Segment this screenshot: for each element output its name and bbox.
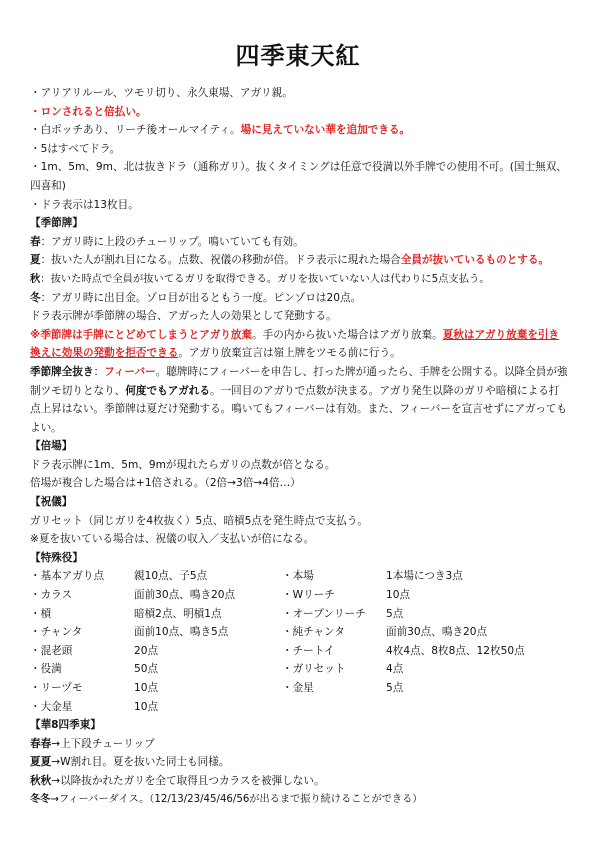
yaku-value: 10点 xyxy=(386,589,411,602)
note-text: 。アガり放棄宣言は嶺上牌をツモる前に行う。 xyxy=(178,347,401,360)
season-key: 春 xyxy=(30,235,41,248)
fever-colon: ： xyxy=(93,365,105,378)
flower-item xyxy=(30,753,568,772)
flower-text: →W割れ目。夏を抜いた同士も同様。 xyxy=(51,756,230,769)
section-header-special: 【特殊役】 xyxy=(30,551,83,564)
rule-line xyxy=(30,121,568,140)
season-key: 夏 xyxy=(30,254,41,267)
season-autumn xyxy=(30,270,568,289)
rule-line: ・ドラ表示は13枚目。 xyxy=(30,198,139,211)
yaku-value: 面前30点、鳴き20点 xyxy=(134,589,236,602)
yaku-name: ・純チャンタ xyxy=(282,626,345,639)
note-mark: ※ xyxy=(30,328,41,341)
rule-highlight: 場に見えていない華を追加できる。 xyxy=(240,124,411,137)
yaku-empty xyxy=(282,698,386,717)
note-highlight: 季節牌は手牌にとどめてしまうとアガり放棄 xyxy=(40,328,253,341)
section-header-bonus: 【祝儀】 xyxy=(30,496,73,509)
yaku-value: 10点 xyxy=(134,700,159,713)
multiplier-line: 倍場が複合した場合は+1倍される。（2倍→3倍→4倍…） xyxy=(30,477,301,490)
flower-key: 秋秋 xyxy=(30,774,52,787)
yaku-name: ・基本アガり点 xyxy=(30,570,105,583)
yaku-name: ・カラス xyxy=(30,589,73,602)
yaku-name: ・本場 xyxy=(282,570,314,583)
document-body xyxy=(30,84,568,809)
rule-line: ・1m、5m、9m、北は抜きドラ（通称ガリ）。抜くタイミングは任意で役満以外手牌での使用不可。(国士無双、四喜和) xyxy=(30,161,567,192)
season-text: ：抜いた人が割れ目になる。点数、祝儀の移動が倍。ドラ表示に現れた場合 xyxy=(40,254,401,267)
flower-text: →以降抜かれたガリを全て取得且つカラスを被弾しない。 xyxy=(51,774,325,787)
season-key: 秋 xyxy=(30,272,41,285)
yaku-value: 4点 xyxy=(386,663,404,676)
special-yaku-table xyxy=(30,567,568,716)
fever-highlight: フィーバー xyxy=(104,365,156,378)
rule-line: ・ロンされると倍払い。 xyxy=(30,105,147,118)
flower-text: →フィーバーダイス。（12/13/23/45/46/56が出るまで振り続けることができる） xyxy=(50,793,423,805)
yaku-value: 50点 xyxy=(134,663,159,676)
yaku-name: ・チートイ xyxy=(282,644,335,657)
yaku-empty xyxy=(386,698,568,717)
season-dora-note: ドラ表示牌が季節牌の場合、アガった人の効果として発動する。 xyxy=(30,310,337,323)
season-winter xyxy=(30,289,568,308)
yaku-name: ・ガリセット xyxy=(282,663,346,676)
season-spring xyxy=(30,233,568,252)
bonus-line: ガリセット（同じガリを4枚抜く）5点、暗槓5点を発生時点で支払う。 xyxy=(30,514,368,527)
fever-text: 。聴牌時にフィーバーを申告し、打った牌が通ったら、手牌を公開する。以降全員が強制ツモ切りとなり、 xyxy=(30,365,568,397)
fever-text: 。一回目のアガりで点数が決まる。アガり発生以降のガリや暗槓による打点上昇はない。季節牌は夏だけ発動する。鳴いてもフィーバーは有効。また、フィーバーを宣言せずにアガってもよい。 xyxy=(30,384,567,434)
yaku-value: 面前30点、鳴き20点 xyxy=(386,626,488,639)
season-text: ：アガリ時に上段のチューリップ。鳴いていても有効。 xyxy=(40,235,304,248)
season-note xyxy=(30,326,568,363)
fever-key: 季節牌全抜き xyxy=(30,365,94,378)
yaku-value: 5点 xyxy=(386,607,404,620)
yaku-value: 暗槓2点、明槓1点 xyxy=(134,607,222,620)
flower-text: →上下段チューリップ xyxy=(51,737,155,750)
section-header-multiplier: 【倍場】 xyxy=(30,440,73,453)
fever-bold: 何度でもアガれる xyxy=(125,384,210,397)
yaku-name: ・金星 xyxy=(282,682,314,694)
season-summer xyxy=(30,251,568,270)
flower-item xyxy=(30,735,568,754)
bonus-line: ※夏を抜いている場合は、祝儀の収入／支払いが倍になる。 xyxy=(30,533,315,546)
yaku-name: ・オープンリーチ xyxy=(282,607,366,620)
yaku-name: ・大金星 xyxy=(30,700,73,713)
flower-key: 春春 xyxy=(30,737,52,750)
note-text: 。手の内から抜いた場合はアガり放棄。 xyxy=(252,328,443,341)
yaku-value: 10点 xyxy=(134,682,159,694)
yaku-name: ・混老頭 xyxy=(30,644,73,657)
season-highlight: 全員が抜いているものとする。 xyxy=(400,254,550,267)
season-key: 冬 xyxy=(30,291,41,304)
rule-line: ・アリアリルール、ツモリ切り、永久東場、アガリ親。 xyxy=(30,87,293,99)
yaku-name: ・Wリーチ xyxy=(282,589,335,602)
yaku-value: 20点 xyxy=(134,644,159,657)
yaku-value: 5点 xyxy=(386,682,404,694)
rule-text: ・白ポッチあり、リーチ後オールマイティ。 xyxy=(30,124,241,137)
season-text: ：アガリ時に出目金。ゾロ目が出るともう一度。ピンゾロは20点。 xyxy=(40,291,362,304)
yaku-name: ・リーヅモ xyxy=(30,682,83,694)
flower-key: 冬冬 xyxy=(30,793,51,805)
multiplier-line: ドラ表示牌に1m、5m、9mが現れたらガリの点数が倍となる。 xyxy=(30,458,336,471)
season-fever xyxy=(30,363,568,437)
section-header-flower: 【華8四季東】 xyxy=(30,719,101,732)
flower-item xyxy=(30,791,568,810)
note-highlight: 夏秋はアガり放棄を引き換えに効果の発動を拒否できる xyxy=(30,328,560,360)
season-text: ：抜いた時点で全員が抜いてるガリを取得できる。ガリを抜いていない人は代わりに5点支払う。 xyxy=(40,272,490,285)
yaku-name: ・チャンタ xyxy=(30,626,83,639)
flower-key: 夏夏 xyxy=(30,756,52,769)
page-title: 四季東天紅 xyxy=(235,42,361,70)
yaku-name: ・役満 xyxy=(30,663,62,676)
yaku-value: 1本場につき3点 xyxy=(386,570,463,583)
section-header-season: 【季節牌】 xyxy=(30,217,83,230)
yaku-value: 4枚4点、8枚8点、12枚50点 xyxy=(386,644,525,657)
yaku-value: 面前10点、鳴き5点 xyxy=(134,626,229,639)
flower-item xyxy=(30,772,568,791)
rule-line: ・5はすべてドラ。 xyxy=(30,142,121,155)
yaku-value: 親10点、子5点 xyxy=(134,570,208,583)
yaku-name: ・槓 xyxy=(30,607,52,620)
